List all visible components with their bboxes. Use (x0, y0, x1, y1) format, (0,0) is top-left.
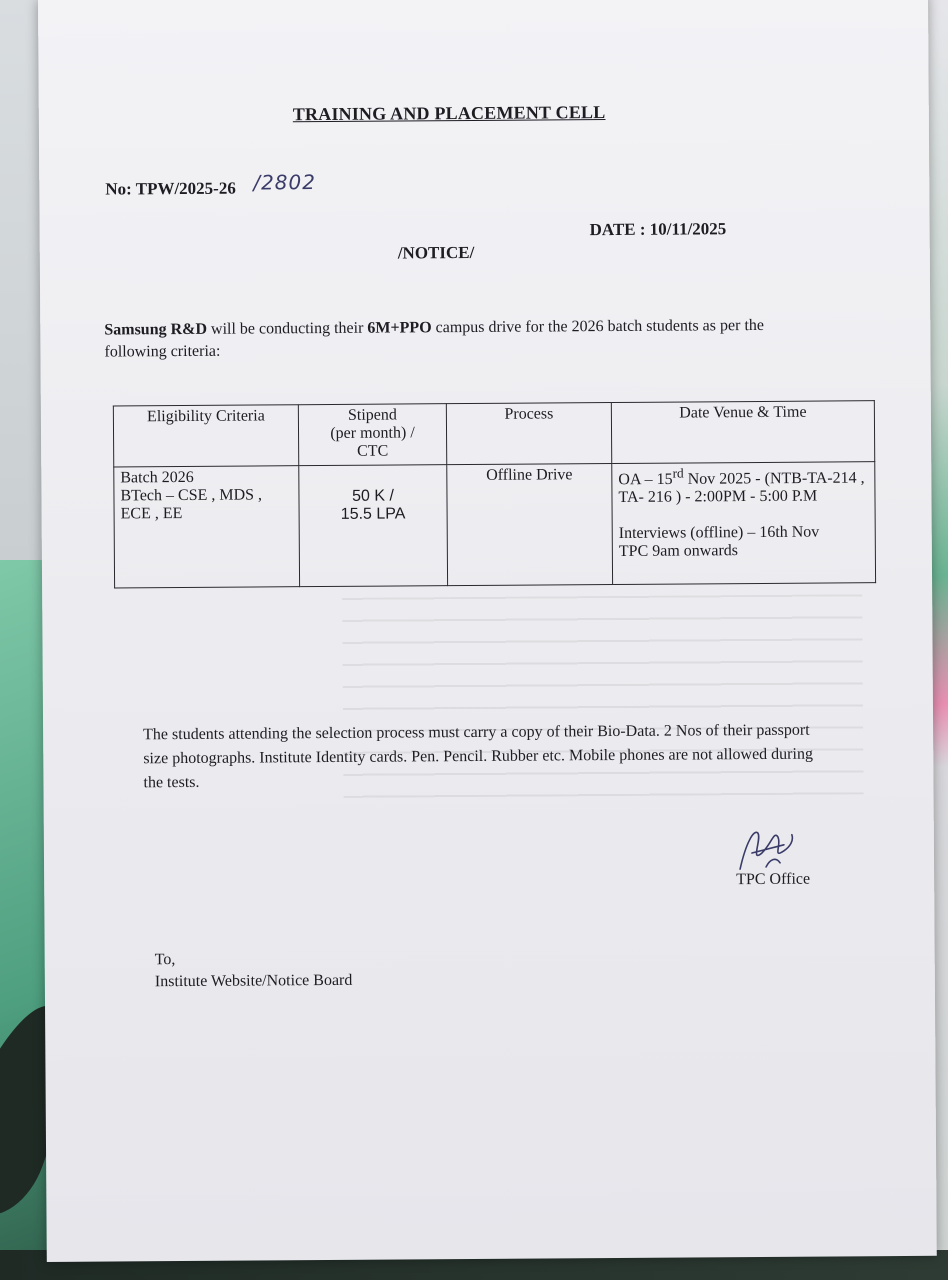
recipient-target: Institute Website/Notice Board (154, 971, 353, 991)
oa-prefix: OA – 15 (618, 470, 673, 489)
cell-stipend (299, 465, 448, 587)
interviews-line2: TPC 9am onwards (618, 542, 739, 561)
intro-text-2: campus drive for the 2026 batch students as per the following criteria: (104, 316, 765, 361)
to-label: To, (154, 951, 176, 969)
cell-gap (619, 506, 869, 526)
table-row (114, 462, 876, 588)
stipend-value: 50 K / (352, 487, 394, 505)
recipients-block (155, 948, 353, 993)
cell-process: Offline Drive (447, 464, 613, 586)
signature-label: TPC Office (736, 870, 811, 889)
reference-number: No: TPW/2025-26 (105, 178, 236, 199)
header-process: Process (446, 403, 611, 465)
cell-spacer (305, 467, 440, 488)
batch-text: Batch 2026 (120, 468, 194, 487)
header-stipend (298, 404, 446, 466)
handwritten-reference-number: /2802 (253, 170, 317, 195)
cell-eligibility (114, 466, 300, 588)
criteria-table (113, 400, 876, 588)
header-stipend-line2: (per month) / (330, 424, 415, 442)
header-eligibility: Eligibility Criteria (113, 405, 298, 467)
intro-paragraph (104, 315, 804, 364)
oa-rest: Nov 2025 - (NTB-TA-214 , TA- 216 ) - 2:00PM - 5:00 P.M (618, 469, 865, 507)
company-name: Samsung R&D (104, 320, 208, 339)
oa-schedule (618, 464, 868, 507)
oa-superscript: rd (672, 465, 684, 481)
header-stipend-line3: CTC (357, 442, 389, 460)
header-date-venue: Date Venue & Time (611, 401, 874, 464)
ctc-value: 15.5 LPA (340, 505, 406, 523)
notice-date: DATE : 10/11/2025 (589, 219, 727, 240)
intro-text-1: will be conducting their (206, 319, 368, 338)
notice-label: /NOTICE/ (397, 242, 475, 263)
interviews-line1: Interviews (offline) – 16th Nov (618, 523, 820, 543)
notice-paper (38, 0, 937, 1262)
branches-line1: BTech – CSE , MDS , (120, 486, 263, 505)
branches-line2: ECE , EE (120, 505, 183, 523)
program-name: 6M+PPO (367, 319, 432, 337)
cell-date-venue (612, 462, 876, 585)
page-title: TRAINING AND PLACEMENT CELL (292, 102, 606, 125)
header-stipend-line1: Stipend (347, 406, 397, 424)
instructions-paragraph: The students attending the selection process must carry a copy of their Bio-Data. 2 Nos of their passport size photographs. Institute Identity cards. Pen. Pencil. Rubber etc. Mobile phones are not allowed during the tests. (143, 721, 813, 792)
table-header-row (113, 401, 874, 467)
